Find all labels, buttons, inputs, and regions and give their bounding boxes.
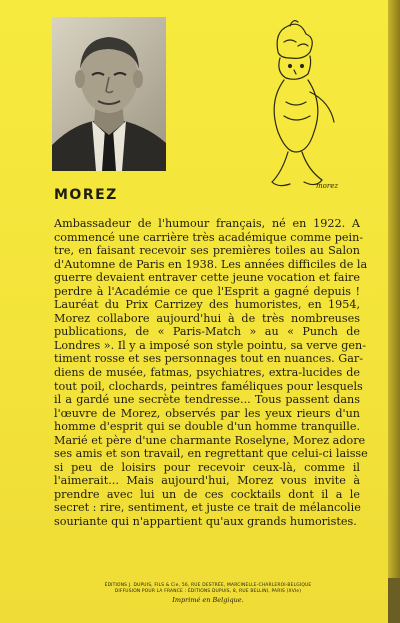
bio-line: Marié et père d'une charmante Roselyne, Morez adore	[54, 433, 366, 447]
bio-line: secret : rire, sentiment, et juste ce trait de mélancolie	[54, 501, 361, 515]
publisher-info	[58, 583, 358, 595]
book-spine-edge	[388, 0, 400, 623]
author-biography	[54, 217, 368, 529]
bio-line: Morez collabore aujourd'hui à de très nombreuses	[54, 311, 360, 325]
spine-label	[388, 578, 400, 623]
publisher-line: ÉDITIONS J. DUPUIS, FILS & Cie, 56, RUE DESTRÉE, MARCINELLE-CHARLEROI-BELGIQUE	[104, 583, 312, 588]
bio-line: diens de musée, fatmas, psychiatres, extra-lucides de	[54, 366, 360, 380]
bio-line: commencé une carrière très académique comme pein-	[54, 230, 364, 244]
bio-line: l'œuvre de Morez, observés par les yeux rieurs d'un	[54, 406, 360, 420]
author-name: MOREZ	[54, 187, 118, 203]
sketch-signature: morez	[316, 182, 339, 190]
bio-line: timent rosse et ses personnages tout en nuances. Gar-	[54, 352, 364, 366]
bio-line: l'aimerait... Mais aujourd'hui, Morez vous invite à	[54, 474, 360, 488]
bio-line: si peu de loisirs pour recevoir ceux-là, comme il	[54, 460, 360, 474]
author-photo	[52, 17, 166, 171]
bio-line: prendre avec lui un de ces cocktails dont il a le	[54, 487, 360, 501]
bio-line: tre, en faisant recevoir ses premières toiles au Salon	[54, 244, 360, 258]
bio-line: souriante qui n'appartient qu'aux grands humoristes.	[54, 515, 357, 529]
bio-line: Londres ». Il y a imposé son style pointu, sa verve gen-	[54, 338, 366, 352]
bio-line: Ambassadeur de l'humour français, né en 1922. A	[54, 217, 360, 230]
bio-line: homme d'esprit qui se double d'un homme tranquille.	[54, 420, 360, 434]
bio-line: guerre devaient entraver cette jeune vocation et faire	[54, 271, 360, 285]
caricature-sketch	[238, 12, 358, 197]
bio-line: d'Automne de Paris en 1938. Les années difficiles de la	[54, 257, 368, 271]
distribution-line: DIFFUSION POUR LA FRANCE : ÉDITIONS DUPUIS, 8, RUE BELLINI, PARIS (XVIe)	[114, 589, 302, 594]
bio-line: il a gardé une secrète tendresse... Tous passent dans	[54, 393, 360, 407]
bio-line: Lauréat du Prix Carrizey des humoristes, en 1954,	[54, 298, 360, 312]
bio-line: ses amis et son travail, en regrettant que celui-ci laisse	[54, 447, 368, 461]
bio-line: perdre à l'Académie ce que l'Esprit a gagné depuis !	[54, 284, 360, 298]
bio-line: publications, de « Paris-Match » au « Punch de	[54, 325, 360, 339]
printed-in-note: Imprimé en Belgique.	[172, 596, 244, 604]
bio-line: tout poil, clochards, peintres faméliques pour lesquels	[54, 379, 363, 393]
